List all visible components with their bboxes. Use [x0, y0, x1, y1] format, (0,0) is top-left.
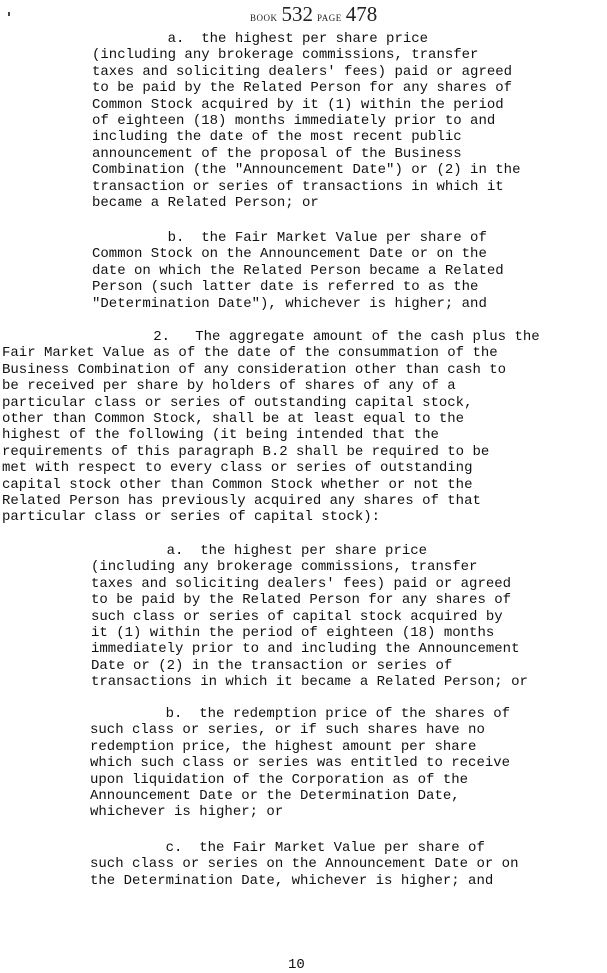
paragraph-2: 2. The aggregate amount of the cash plus the Fair Market Value as of the date of the consummation of the Business Combination of any consideration other than cash to be received per share by holders of shares of any of a particular class or series of outstanding capital stock, other than Common Stock, shall be at least equal to the highest of the following (it being intended that the requirements of this paragraph B.2 shall be required to be met with respect to every class or series of outstanding capital stock other than Common Stock whether or not the Related Person has previously acquired any shares of that particular class or series of capital stock): [2, 329, 540, 526]
book-label: BOOK [250, 13, 278, 23]
header-page-number: 478 [345, 2, 378, 26]
paragraph-1b: b. the Fair Market Value per share of Common Stock on the Announcement Date or on the date on which the Related Person became a Related Person (such latter date is referred to as the "Determination Date"), whichever is higher; and [92, 230, 504, 312]
page-header [250, 2, 377, 27]
paragraph-2b: b. the redemption price of the shares of such class or series, or if such shares have no redemption price, the highest amount per share which such class or series was entitled to receive upon liquidation of the Corporation as of the Announcement Date or the Determination Date, whichever is higher; or [90, 706, 511, 821]
paragraph-2c: c. the Fair Market Value per share of such class or series on the Announcement Date or on the Determination Date, whichever is higher; and [90, 840, 519, 889]
page-label: PAGE [317, 13, 342, 23]
page-number: 10 [288, 957, 305, 973]
paragraph-1a: a. the highest per share price (including any brokerage commissions, transfer taxes and soliciting dealers' fees) paid or agreed to be paid by the Related Person for any shares of Common Stock acquired by it (1) within the period of eighteen (18) months immediately prior to and including the date of the most recent public announcement of the proposal of the Business Combination (the "Announcement Date") or (2) in the transaction or series of transactions in which it became a Related Person; or [92, 31, 521, 212]
book-number: 532 [281, 2, 314, 26]
paragraph-2a: a. the highest per share price (including any brokerage commissions, transfer taxes and soliciting dealers' fees) paid or agreed to be paid by the Related Person for any shares of such class or series of capital stock acquired by it (1) within the period of eighteen (18) months immediately prior to and including the Announcement Date or (2) in the transaction or series of transactions in which it became a Related Person; or [91, 543, 528, 691]
margin-mark [8, 12, 10, 16]
